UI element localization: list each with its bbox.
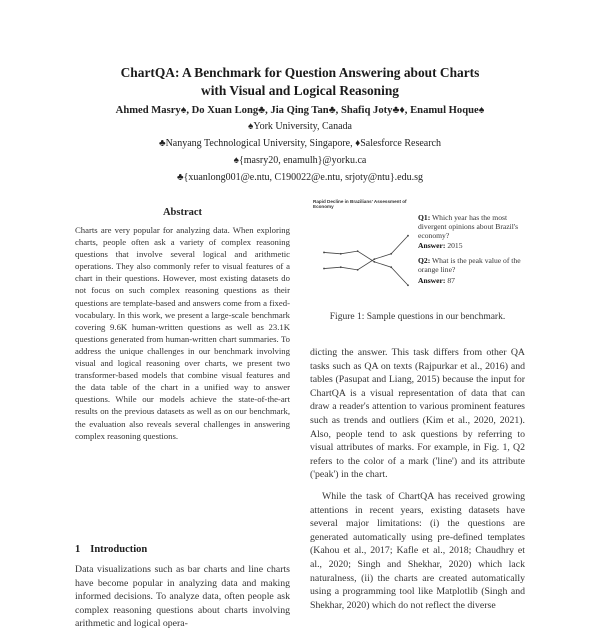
q1-label: Q1: bbox=[418, 213, 431, 222]
answer-2 bbox=[418, 276, 528, 285]
paragraph-2: While the task of ChartQA has received growing attentions in recent years, existing datasets have several major limitations: (i) the questions are generated automatically using pre-defined templates (Kahou et al., 2017; Kafle et al., 2018; Chaudhry et al., 2020; Singh and Shekhar, 2020) which lack naturalness, (ii) the charts are created automatically using a programming tool like Matplotlib (Singh and Shekhar, 2020) which do not reflect the diverse bbox=[310, 490, 525, 611]
q2-text: What is the peak value of the orange line? bbox=[418, 256, 521, 275]
data-point-good-2010 bbox=[323, 252, 325, 254]
q2-label: Q2: bbox=[418, 256, 431, 265]
figure-caption: Figure 1: Sample questions in our benchmark. bbox=[329, 312, 506, 322]
data-point-bad-2014 bbox=[390, 253, 392, 255]
title-line-2: with Visual and Logical Reasoning bbox=[201, 83, 399, 98]
section-title: Introduction bbox=[90, 544, 148, 555]
section-number: 1 bbox=[75, 544, 81, 555]
affiliation-1: ♠York University, Canada bbox=[248, 121, 352, 132]
email-2: ♣{xuanlong001@e.ntu, C190022@e.ntu, srjoty@ntu}.edu.sg bbox=[177, 172, 423, 183]
data-point-bad-2013 bbox=[374, 258, 376, 260]
q1-text: Which year has the most divergent opinions about Brazil's economy? bbox=[418, 213, 519, 241]
data-point-bad-2010 bbox=[323, 268, 325, 270]
abstract-heading: Abstract bbox=[162, 207, 203, 218]
section-heading-introduction bbox=[75, 544, 290, 555]
figure-1 bbox=[310, 199, 525, 304]
affiliation-2: ♣Nanyang Technological University, Singapore, ♦Salesforce Research bbox=[159, 138, 441, 149]
data-point-good-2011 bbox=[340, 253, 342, 255]
data-point-bad-2015 bbox=[407, 235, 409, 237]
answer-1 bbox=[418, 241, 528, 250]
data-point-good-2015 bbox=[407, 284, 409, 286]
a2-text: 87 bbox=[447, 276, 455, 285]
abstract-text: Charts are very popular for analyzing data. When exploring charts, people often ask a variety of complex reasoning questions that involve several logical and arithmetic operations. They also commonly refer to visual features of a chart in their questions. However, most existing datasets do not focus on such complex reasoning questions as their questions are template-based and answers come from a fixed-vocabulary. In this work, we present a large-scale benchmark covering 9.6K human-written questions as well as 23.1K questions generated from human-written chart summaries. To address the unique challenges in our benchmark involving visual and logical reasoning over charts, we present two transformer-based models that combine visual features and the data table of the chart in a unified way to answer questions. While our models achieve the state-of-the-art results on the previous datasets as well as on our benchmark, the evaluation also reveals several challenges in answering complex reasoning questions. bbox=[75, 225, 290, 441]
data-point-bad-2012 bbox=[357, 269, 359, 271]
chart-thumbnail bbox=[310, 199, 415, 301]
series-line-good bbox=[324, 251, 408, 285]
paper-title bbox=[40, 64, 560, 100]
a2-label: Answer: bbox=[418, 276, 446, 285]
title-line-1: ChartQA: A Benchmark for Question Answering about Charts bbox=[120, 65, 480, 80]
paragraph-1: dicting the answer. This task differs from other QA tasks such as QA on texts (Rajpurkar et al., 2016) and tables (Pasupat and Liang, 2015) because the input for ChartQA is a visual representation of data that can draw a reader's attention to various prominent features such as trends and outliers (Kim et al., 2020, 2021). Also, people tend to ask questions by referring to visual attributes of marks. For example, in Fig. 1, Q2 refers to the color of a mark ('line') and its attribute ('peak') in the chart. bbox=[310, 347, 525, 481]
data-point-good-2012 bbox=[357, 250, 359, 252]
series-line-bad bbox=[324, 236, 408, 270]
data-point-bad-2011 bbox=[340, 266, 342, 268]
email-1: ♠{masry20, enamulh}@yorku.ca bbox=[233, 155, 367, 166]
data-point-good-2014 bbox=[390, 266, 392, 268]
a1-label: Answer: bbox=[418, 241, 446, 250]
data-point-good-2013 bbox=[374, 261, 376, 263]
author-list: Ahmed Masry♠, Do Xuan Long♣, Jia Qing Tan♣, Shafiq Joty♣♦, Enamul Hoque♠ bbox=[115, 105, 485, 116]
a1-text: 2015 bbox=[447, 241, 463, 250]
question-2 bbox=[418, 256, 528, 274]
question-1 bbox=[418, 213, 528, 241]
line-chart bbox=[310, 199, 415, 301]
introduction-text: Data visualizations such as bar charts and line charts have become popular in analyzing data and making informed decisions. To analyze data, often people ask complex reasoning questions about charts involving arithmetic and logical opera- bbox=[75, 564, 290, 630]
right-column-text bbox=[310, 346, 525, 620]
chart-title: Rapid Decline in Brazilians' Assessment of Economy bbox=[313, 199, 407, 210]
